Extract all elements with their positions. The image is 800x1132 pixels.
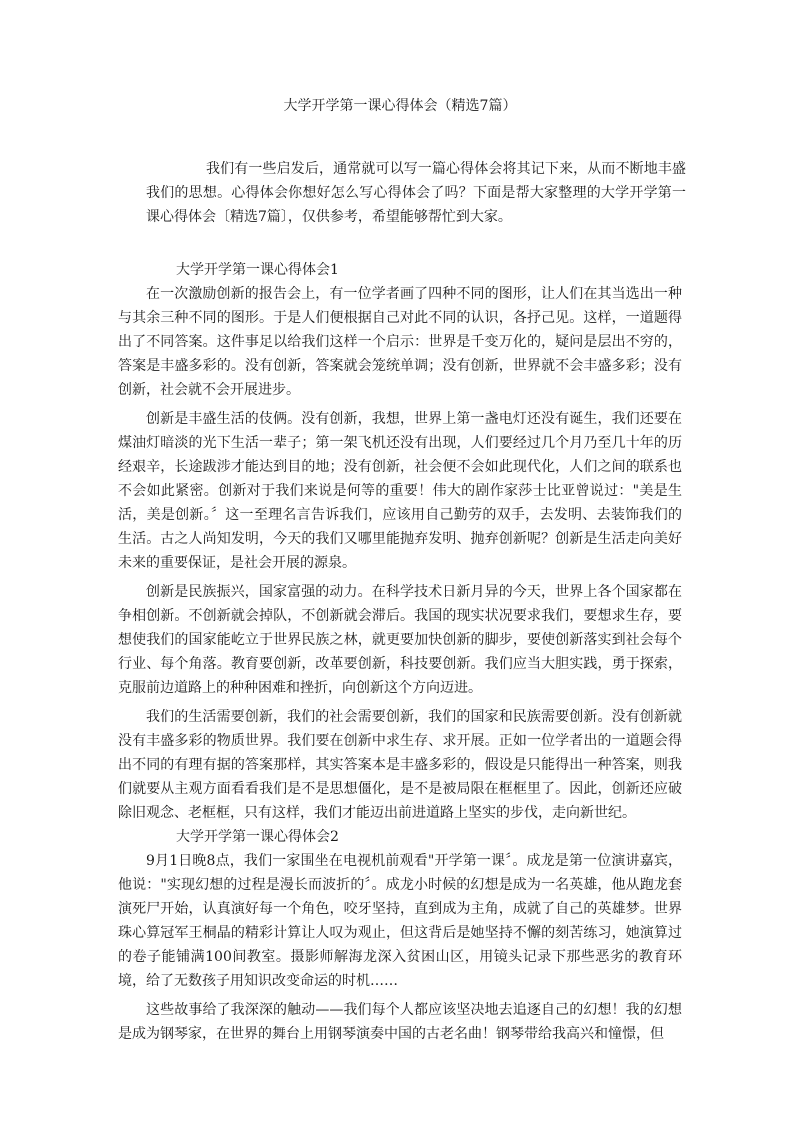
intro-paragraph: 我们有一些启发后，通常就可以写一篇心得体会将其记下来，从而不断地丰盛我们的思想。心得体会你想好怎么写心得体会了吗？下面是帮大家整理的大学开学第一课心得体会〔精选7篇〕，仅供参考，希望能够帮忙到大家。 bbox=[146, 161, 686, 225]
document-title: 大学开学第一课心得体会（精选7篇） bbox=[283, 98, 517, 114]
paragraph: 9月1日晚8点，我们一家围坐在电视机前观看"开学第一课〞。成龙是第一位演讲嘉宾，他说："实现幻想的过程是漫长而波折的〞。成龙小时候的幻想是成为一名英雄，他从跑龙套演死尸开始，认真演好每一个角色，咬牙坚持，直到成为主角，成就了自己的英雄梦。世界珠心算冠军王桐晶的精彩计算让人叹为观止，但这背后是她坚持不懈的刻苦练习，她演算过的卷子能铺满100间教室。摄影师解海龙深入贫困山区，用镜头记录下那些恶劣的教育环境，给了无数孩子用知识改变命运的时机…… bbox=[118, 853, 682, 989]
document-body bbox=[118, 258, 682, 1051]
paragraph: 我们的生活需要创新，我们的社会需要创新，我们的国家和民族需要创新。没有创新就没有丰盛多彩的物质世界。我们要在创新中求生存、求开展。正如一位学者出的一道题会得出不同的有理有据的答案那样，其实答案本是丰盛多彩的，假设是只能得出一种答案，则我们就要从主观方面看看我们是不是思想僵化，是不是被局限在框框里了。因此，创新还应破除旧观念、老框框，只有这样，我们才能迈出前进道路上坚实的步伐，走向新世纪。 bbox=[118, 709, 682, 821]
section-1 bbox=[118, 258, 682, 825]
paragraph: 创新是民族振兴，国家富强的动力。在科学技术日新月异的今天，世界上各个国家都在争相创新。不创新就会掉队，不创新就会滞后。我国的现实状况要求我们，要想求生存，要想使我们的国家能屹立于世界民族之林，就更要加快创新的脚步，要使创新落实到社会每个行业、每个角落。教育要创新，改革要创新，科技要创新。我们应当大胆实践，勇于探索，克服前边道路上的种种困难和挫折，向创新这个方向迈进。 bbox=[118, 584, 682, 696]
section-2 bbox=[118, 825, 682, 1046]
paragraph: 在一次激励创新的报告会上，有一位学者画了四种不同的图形，让人们在其当选出一种与其余三种不同的图形。于是人们便根据自己对此不同的认识，各抒己见。这样，一道题得出了不同答案。这件事足以给我们这样一个启示：世界是千变万化的，疑问是层出不穷的，答案是丰盛多彩的。没有创新，答案就会笼统单调；没有创新，世界就不会丰盛多彩；没有创新，社会就不会开展进步。 bbox=[118, 286, 682, 398]
paragraph: 创新是丰盛生活的伎俩。没有创新，我想，世界上第一盏电灯还没有诞生，我们还要在煤油灯暗淡的光下生活一辈子；第一架飞机还没有出现，人们要经过几个月乃至几十年的历经艰辛，长途跋涉才能达到目的地；没有创新，社会便不会如此现代化，人们之间的联系也不会如此紧密。创新对于我们来说是何等的重要！伟大的剧作家莎士比亚曾说过："美是生活，美是创新。〞这一至理名言告诉我们，应该用自己勤劳的双手，去发明、去装饰我们的生活。古之人尚知发明，今天的我们又哪里能抛弃发明、抛弃创新呢？创新是生活走向美好未来的重要保证，是社会开展的源泉。 bbox=[118, 411, 682, 571]
section-heading: 大学开学第一课心得体会2 bbox=[176, 829, 339, 845]
section-heading: 大学开学第一课心得体会1 bbox=[176, 262, 339, 278]
paragraph: 这些故事给了我深深的触动——我们每个人都应该坚决地去追逐自己的幻想！我的幻想是成为钢琴家，在世界的舞台上用钢琴演奏中国的古老名曲！钢琴带给我高兴和憧憬，但 bbox=[118, 1002, 682, 1042]
